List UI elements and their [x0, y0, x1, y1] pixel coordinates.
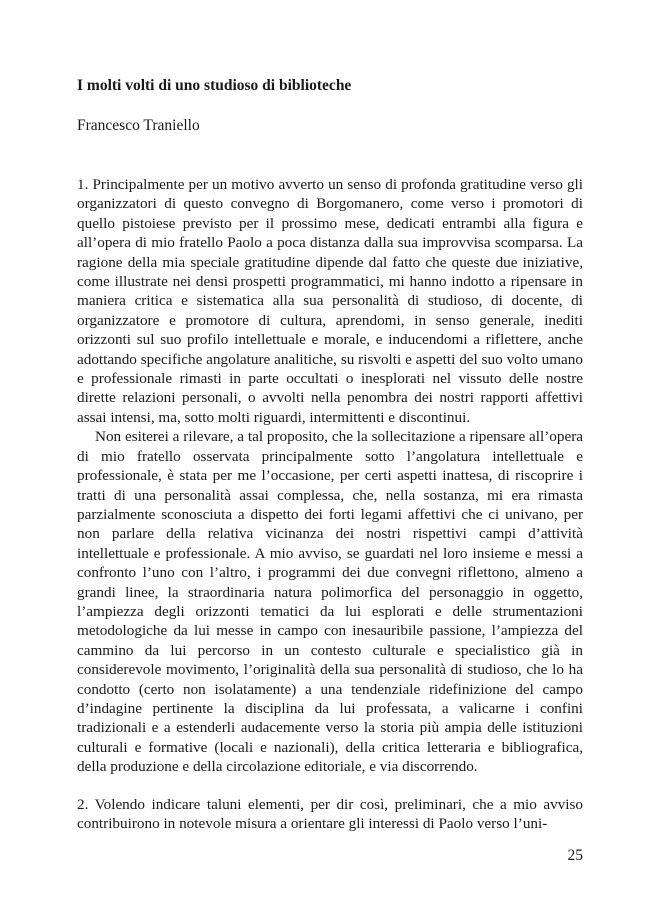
page-number: 25 [567, 847, 583, 864]
page-body [77, 76, 583, 833]
paragraph-2: Non esiterei a rilevare, a tal proposito, che la sollecitazione a ripensare all’opera di mio fratello osservata principalmente sotto l’angolatura intellettuale e professionale, è stata per me l’occasione, per certi aspetti inattesa, di riscoprire i tratti di una personalità assai complessa, che, nella sostanza, mi era rimasta parzialmente sconosciuta a dispetto dei forti legami affettivi che ci univano, per non parlare della relativa vicinanza dei nostri rispettivi campi d’attività intellettuale e professionale. A mio avviso, se guardati nel loro insieme e messi a confronto l’uno con l’altro, i programmi dei due convegni riflettono, almeno a grandi linee, la straordinaria natura polimorfica del personaggio in oggetto, l’ampiezza degli orizzonti tematici da lui esplorati e delle strumentazioni metodologiche da lui messe in campo con inesauribile passione, l’ampiezza del cammino da lui percorso in un contesto culturale e specialistico già in considerevole movimento, l’originalità della sua personalità di studioso, che lo ha condotto (certo non isolatamente) a una tendenziale ridefinizione del campo d’indagine pertinente la disciplina da lui professata, a valicarne i confini tradizionali e a estenderli audacemente verso la storia più ampia delle istituzioni culturali e formative (locali e nazionali), della critica letteraria e bibliografica, della produzione e della circolazione editoriale, e via discorrendo. [77, 428, 583, 776]
article-author: Francesco Traniello [77, 117, 200, 134]
article-title: I molti volti di uno studioso di biblioteche [77, 77, 352, 94]
paragraph-3: 2. Volendo indicare taluni elementi, per dir così, preliminari, che a mio avviso contribuirono in notevole misura a orientare gli interessi di Paolo verso l’uni- [77, 795, 583, 832]
paragraph-1: 1. Principalmente per un motivo avverto un senso di profonda gratitudine verso gli organizzatori di questo convegno di Borgomanero, come verso i promotori di quello pistoiese previsto per il prossimo mese, dedicati entrambi alla figura e all’opera di mio fratello Paolo a poca distanza dalla sua improvvisa scomparsa. La ragione della mia speciale gratitudine dipende dal fatto che queste due iniziative, come illustrate nei densi prospetti programmatici, mi hanno indotto a ripensare in maniera critica e sistematica alla sua personalità di studioso, di docente, di organizzatore e promotore di cultura, aprendomi, in senso generale, inediti orizzonti sul suo profilo intellettuale e morale, e inducendomi a riflettere, anche adottando specifiche angolature analitiche, su risvolti e aspetti del suo volto umano e professionale rimasti in parte occultati o inesplorati nel vissuto delle nostre dirette relazioni personali, o avvolti nella penombra dei nostri rapporti affettivi assai intensi, ma, sotto molti riguardi, intermittenti e discontinui. [77, 176, 583, 426]
